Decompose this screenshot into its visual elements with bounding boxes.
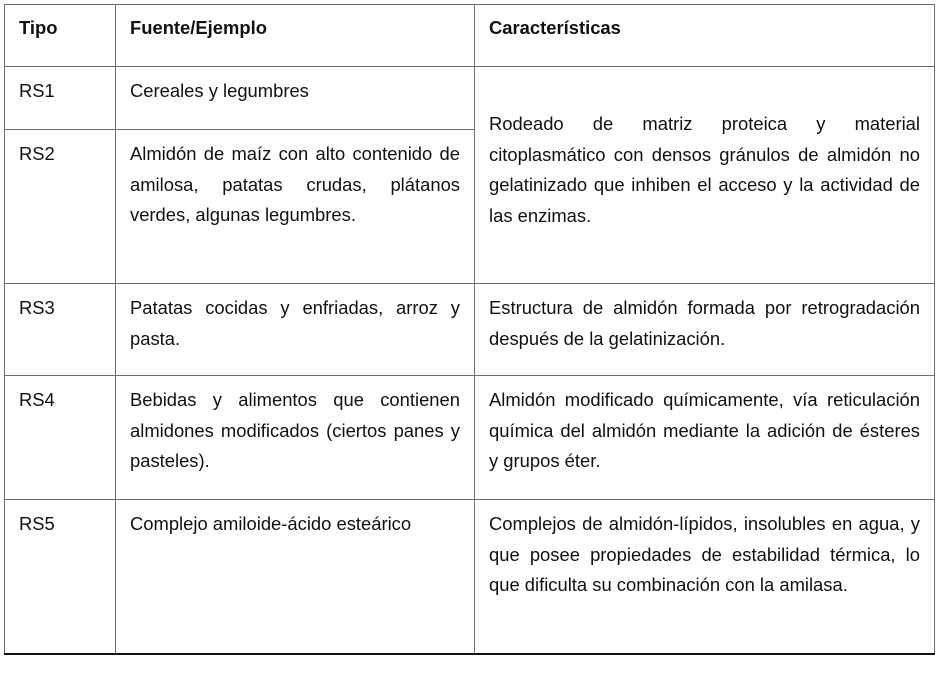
- cell-caracteristicas: Estructura de almidón formada por retrogradación después de la gelatinización.: [475, 284, 935, 376]
- table-row: [5, 67, 935, 130]
- cell-fuente: Cereales y legumbres: [116, 67, 475, 130]
- cell-caracteristicas: Complejos de almidón-lípidos, insolubles en agua, y que posee propiedades de estabilidad térmica, lo que dificulta su combinación con la amilasa.: [475, 500, 935, 654]
- cell-caracteristicas: Almidón modificado químicamente, vía reticulación química del almidón mediante la adición de ésteres y grupos éter.: [475, 376, 935, 500]
- table-row: [5, 376, 935, 500]
- cell-fuente: Complejo amiloide-ácido esteárico: [116, 500, 475, 654]
- header-tipo: Tipo: [5, 5, 116, 67]
- resistant-starch-table: [4, 4, 935, 655]
- header-fuente-ejemplo: Fuente/Ejemplo: [116, 5, 475, 67]
- cell-caracteristicas-merged: Rodeado de matriz proteica y material citoplasmático con densos gránulos de almidón no gelatinizado que inhiben el acceso y la actividad de las enzimas.: [475, 67, 935, 284]
- cell-tipo: RS1: [5, 67, 116, 130]
- cell-tipo: RS2: [5, 130, 116, 284]
- resistant-starch-table-container: [4, 4, 935, 655]
- header-caracteristicas: Características: [475, 5, 935, 67]
- table-header-row: [5, 5, 935, 67]
- cell-tipo: RS4: [5, 376, 116, 500]
- cell-tipo: RS5: [5, 500, 116, 654]
- table-row: [5, 500, 935, 654]
- cell-fuente: Patatas cocidas y enfriadas, arroz y pasta.: [116, 284, 475, 376]
- cell-tipo: RS3: [5, 284, 116, 376]
- cell-fuente: Almidón de maíz con alto contenido de amilosa, patatas crudas, plátanos verdes, algunas legumbres.: [116, 130, 475, 284]
- table-row: [5, 284, 935, 376]
- cell-fuente: Bebidas y alimentos que contienen almidones modificados (ciertos panes y pasteles).: [116, 376, 475, 500]
